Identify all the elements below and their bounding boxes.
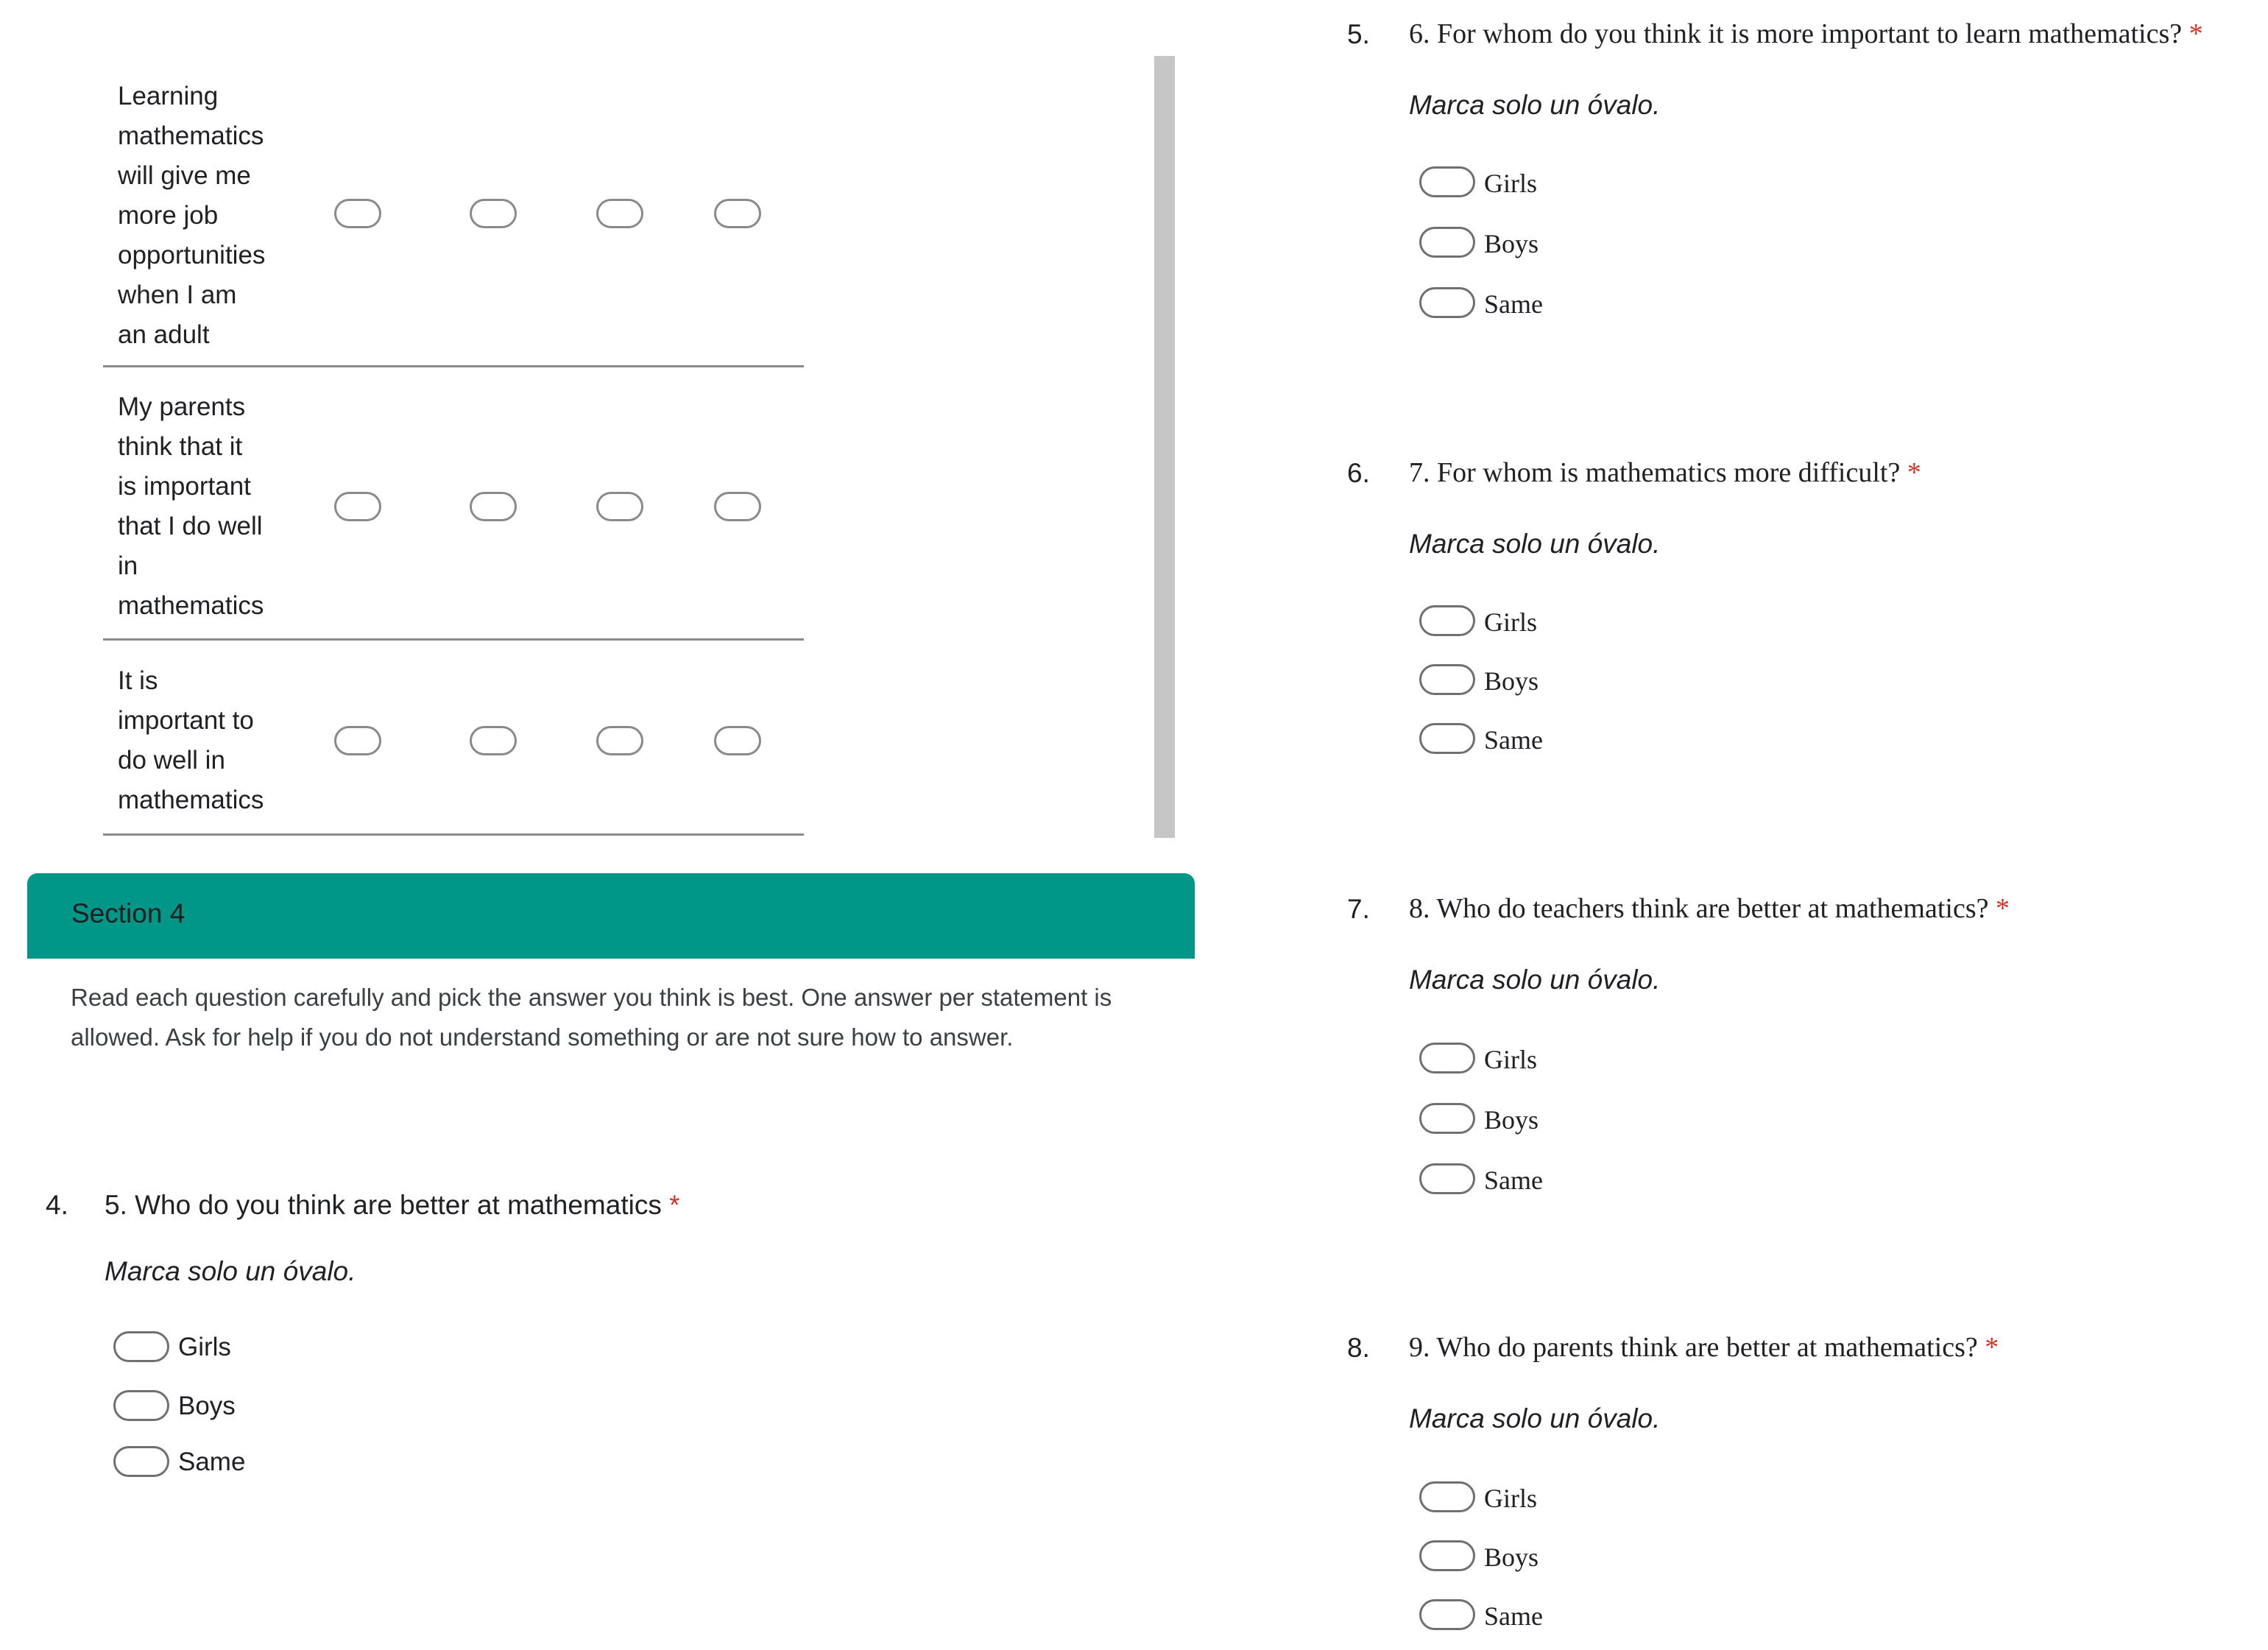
question-title-text: 5. Who do you think are better at mathematics	[105, 1190, 662, 1220]
radio-oval[interactable]	[113, 1446, 169, 1477]
option-label: Same	[1484, 725, 1543, 755]
radio-oval[interactable]	[1419, 287, 1475, 318]
grid-row-divider	[103, 638, 804, 641]
question-title	[105, 1190, 680, 1221]
radio-oval[interactable]	[1419, 723, 1475, 754]
question-title-text: 8. Who do teachers think are better at mathematics?	[1409, 893, 1989, 924]
option-label: Boys	[1484, 229, 1539, 258]
question-title	[1409, 456, 1921, 489]
question-title	[1409, 18, 2203, 50]
grid-radio-oval[interactable]	[714, 199, 761, 228]
option-label: Girls	[178, 1333, 231, 1361]
question-title-text: 7. For whom is mathematics more difficult?	[1409, 457, 1901, 488]
grid-row-divider	[103, 833, 804, 836]
section-title: Section 4	[71, 898, 186, 928]
question-title-text: 6. For whom do you think it is more important to learn mathematics?	[1409, 18, 2183, 49]
radio-oval[interactable]	[1419, 1163, 1475, 1194]
question-title	[1409, 1331, 1999, 1364]
option-label: Girls	[1484, 607, 1537, 637]
grid-radio-oval[interactable]	[334, 726, 381, 755]
question-instruction: Marca solo un óvalo.	[1409, 1403, 1661, 1434]
question-instruction: Marca solo un óvalo.	[105, 1256, 356, 1286]
option-label: Boys	[1484, 666, 1539, 696]
grid-radio-oval[interactable]	[596, 726, 643, 755]
grid-radio-oval[interactable]	[334, 492, 381, 521]
option-label: Same	[1484, 289, 1543, 319]
option-label: Boys	[1484, 1543, 1539, 1572]
option-label: Boys	[178, 1392, 236, 1420]
question-number: 5.	[1347, 19, 1370, 49]
question-number: 8.	[1347, 1333, 1370, 1363]
question-number: 7.	[1347, 894, 1370, 924]
question-number: 4.	[46, 1190, 68, 1220]
option-label: Same	[1484, 1166, 1543, 1195]
option-label: Same	[178, 1448, 246, 1476]
question-instruction: Marca solo un óvalo.	[1409, 90, 1661, 120]
option-label: Girls	[1484, 1484, 1537, 1513]
section-description: Read each question carefully and pick the answer you think is best. One answer per statement is allowed. Ask for help if you do not understand something or are not sure how to answer.	[71, 984, 1112, 1051]
grid-row-divider	[103, 365, 804, 367]
required-star: *	[1995, 893, 2010, 924]
radio-oval[interactable]	[1419, 1540, 1475, 1571]
radio-oval[interactable]	[1419, 664, 1475, 695]
question-instruction: Marca solo un óvalo.	[1409, 529, 1661, 559]
section-header	[27, 873, 1195, 959]
option-label: Girls	[1484, 169, 1537, 198]
radio-oval[interactable]	[1419, 1103, 1475, 1134]
required-star: *	[1907, 457, 1921, 488]
vertical-scrollbar[interactable]	[1154, 56, 1175, 838]
radio-oval[interactable]	[113, 1390, 169, 1421]
radio-oval[interactable]	[1419, 1481, 1475, 1512]
radio-oval[interactable]	[1419, 1043, 1475, 1073]
grid-radio-oval[interactable]	[470, 199, 517, 228]
radio-oval[interactable]	[1419, 227, 1475, 258]
grid-radio-oval[interactable]	[334, 199, 381, 228]
required-star: *	[669, 1190, 680, 1220]
option-label: Girls	[1484, 1045, 1537, 1074]
radio-oval[interactable]	[113, 1331, 169, 1362]
required-star: *	[1985, 1332, 1999, 1363]
grid-radio-oval[interactable]	[714, 726, 761, 755]
option-label: Same	[1484, 1601, 1543, 1631]
radio-oval[interactable]	[1419, 1599, 1475, 1630]
grid-radio-oval[interactable]	[596, 492, 643, 521]
radio-oval[interactable]	[1419, 605, 1475, 636]
required-star: *	[2188, 18, 2203, 49]
grid-radio-oval[interactable]	[714, 492, 761, 521]
question-number: 6.	[1347, 458, 1370, 488]
grid-radio-oval[interactable]	[470, 726, 517, 755]
question-title	[1409, 892, 2010, 925]
option-label: Boys	[1484, 1105, 1539, 1135]
radio-oval[interactable]	[1419, 166, 1475, 197]
question-title-text: 9. Who do parents think are better at mathematics?	[1409, 1332, 1978, 1363]
question-instruction: Marca solo un óvalo.	[1409, 965, 1661, 995]
grid-row-label: Learning mathematics will give me more job opportunities when I am an adult	[118, 82, 266, 349]
grid-radio-oval[interactable]	[596, 199, 643, 228]
grid-row-label: My parents think that it is important that I do well in mathematics	[118, 392, 264, 620]
grid-radio-oval[interactable]	[470, 492, 517, 521]
grid-row-label: It is important to do well in mathematics	[118, 666, 264, 814]
